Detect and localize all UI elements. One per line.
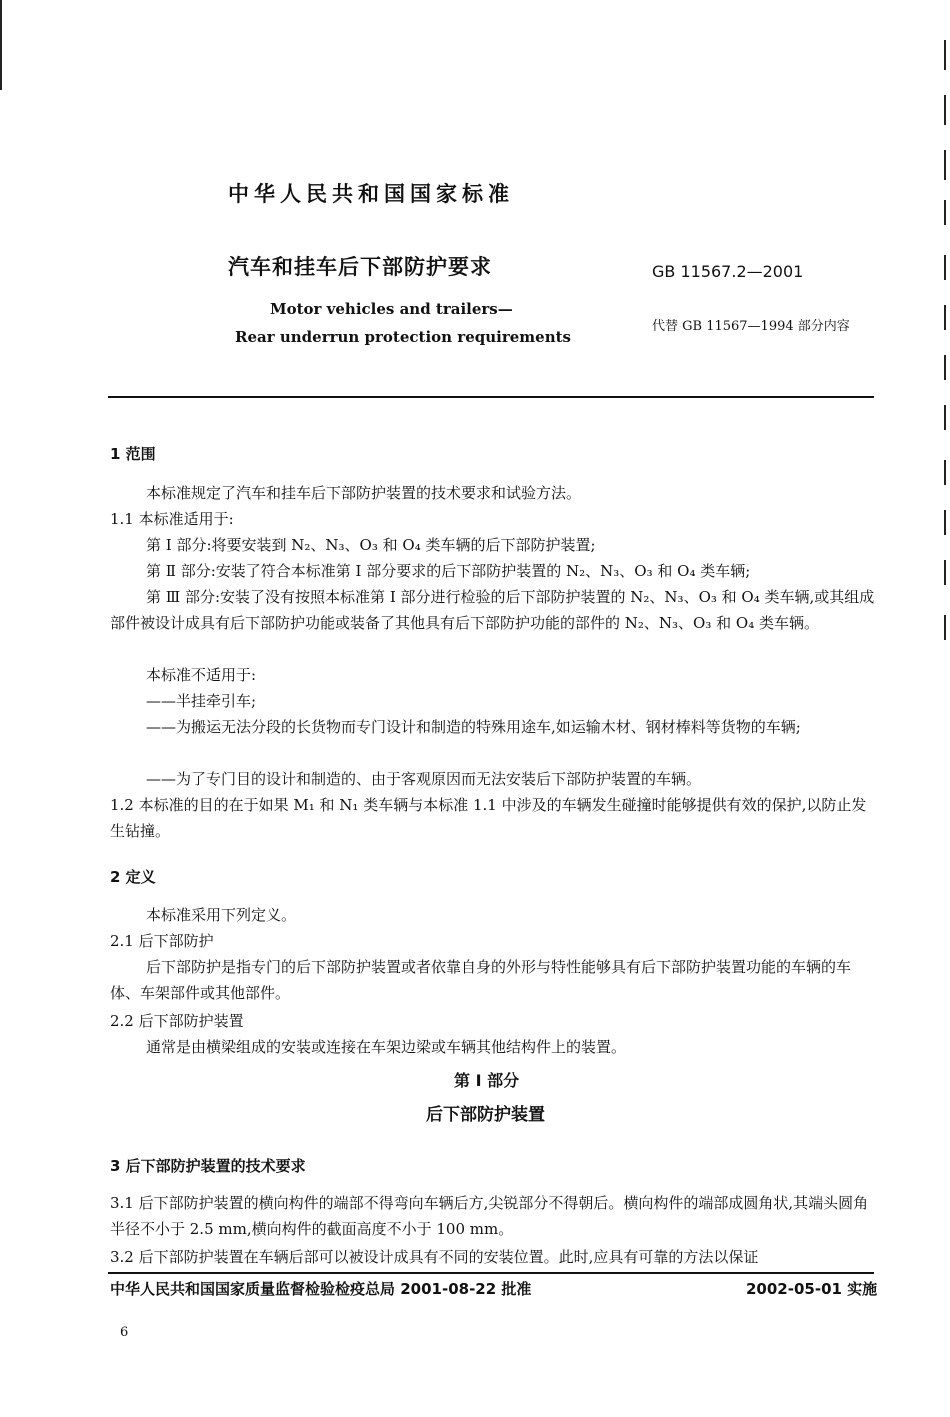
section-2-intro: 本标准采用下列定义。 [146,906,297,924]
section-1-heading: 1 范围 [110,445,156,463]
standard-code: GB 11567.2—2001 [652,262,804,281]
clause-1-1: 1.1 本标准适用于: [110,510,234,528]
clause-1-1-not-applicable: 本标准不适用于: [146,666,257,684]
scan-edge-right-7 [944,355,946,380]
section-1-intro: 本标准规定了汽车和挂车后下部防护装置的技术要求和试验方法。 [146,484,582,502]
national-standard-heading: 中华人民共和国国家标准 [228,182,514,206]
scan-edge-right-9 [944,460,946,485]
scan-edge-right-4 [944,200,946,225]
scan-edge-right-1 [944,40,946,70]
section-2-heading: 2 定义 [110,868,156,886]
clause-1-1-part3: 第 Ⅲ 部分:安装了没有按照本标准第 I 部分进行检验的后下部防护装置的 N₂、N₃、O₃ 和 O₄ 类车辆,或其组成部件被设计成具有后下部防护功能或装备了其他具有后下部防护功能的部件的 N₂、N₃、O₃ 和 O₄ 类车辆。 [110,588,875,632]
scan-edge-right-12 [944,615,946,640]
clause-1-1-part2: 第 Ⅱ 部分:安装了符合本标准第 I 部分要求的后下部防护装置的 N₂、N₃、O₃ 和 O₄ 类车辆; [146,562,751,580]
part-subtitle: 后下部防护装置 [426,1105,545,1125]
scan-edge-right-11 [944,560,946,585]
document-title-en-1: Motor vehicles and trailers— [270,300,513,318]
scan-edge-left [0,0,2,90]
exclusion-item: ——为搬运无法分段的长货物而专门设计和制造的特殊用途车,如运输木材、钢材棒料等货物的车辆; [146,718,801,736]
approval-line: 中华人民共和国国家质量监督检验检疫总局 2001-08-22 批准 [110,1280,532,1298]
page-number: 6 [120,1325,129,1340]
clause-2-1-text: 后下部防护是指专门的后下部防护装置或者依靠自身的外形与特性能够具有后下部防护装置功能的车辆的车体、车架部件或其他部件。 [110,958,852,1002]
scan-edge-right-3 [944,150,946,180]
part-title: 第 I 部分 [454,1071,520,1090]
scan-edge-right-6 [944,305,946,330]
clause-1-1-part1: 第 I 部分:将要安装到 N₂、N₃、O₃ 和 O₄ 类车辆的后下部防护装置; [146,536,596,554]
document-title-cn: 汽车和挂车后下部防护要求 [228,255,492,279]
exclusion-item: ——为了专门目的设计和制造的、由于客观原因而无法安装后下部防护装置的车辆。 [146,770,702,788]
scan-edge-right-5 [944,255,946,280]
header-divider [108,396,874,398]
scan-edge-right-2 [944,95,946,125]
clause-3-1: 3.1 后下部防护装置的横向构件的端部不得弯向车辆后方,尖锐部分不得朝后。横向构件的端部成圆角状,其端头圆角半径不小于 2.5 mm,横向构件的截面高度不小于 100 mm。 [110,1194,869,1238]
clause-2-2: 2.2 后下部防护装置 [110,1012,244,1030]
clause-3-2: 3.2 后下部防护装置在车辆后部可以被设计成具有不同的安装位置。此时,应具有可靠的方法以保证 [110,1248,759,1266]
clause-2-2-text: 通常是由横梁组成的安装或连接在车架边梁或车辆其他结构件上的装置。 [146,1038,627,1056]
footer-divider [108,1272,874,1274]
clause-2-1: 2.1 后下部防护 [110,932,214,950]
section-3-heading: 3 后下部防护装置的技术要求 [110,1157,306,1175]
scan-edge-right-10 [944,510,946,535]
document-title-en-2: Rear underrun protection requirements [235,328,571,346]
scan-edge-right-8 [944,405,946,430]
effective-date: 2002-05-01 实施 [746,1280,878,1298]
replaces-note: 代替 GB 11567—1994 部分内容 [652,319,850,334]
clause-1-2: 1.2 本标准的目的在于如果 M₁ 和 N₁ 类车辆与本标准 1.1 中涉及的车辆发生碰撞时能够提供有效的保护,以防止发生钻撞。 [110,796,867,840]
exclusion-item: ——半挂牵引车; [146,692,257,710]
